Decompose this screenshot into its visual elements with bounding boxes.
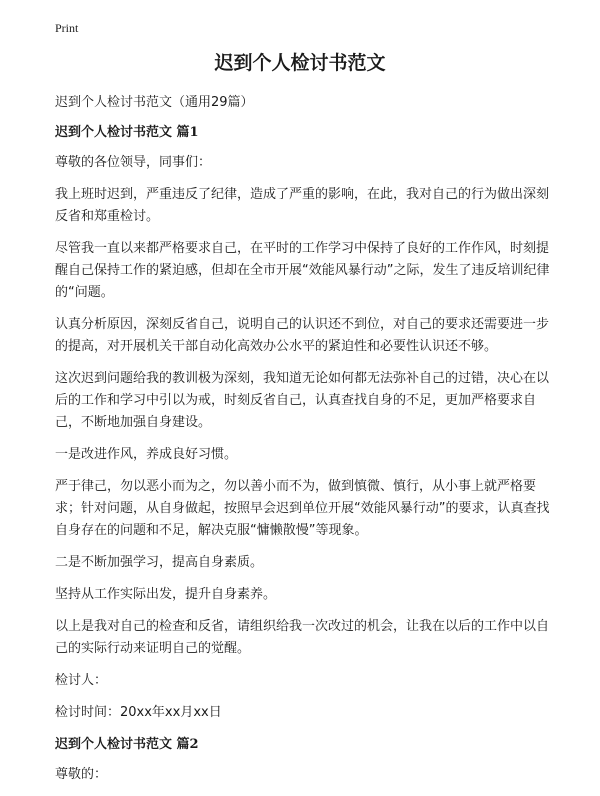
document-subtitle: 迟到个人检讨书范文（通用29篇） — [55, 95, 254, 110]
paragraph: 坚持从工作实际出发，提升自身素养。 — [55, 587, 277, 602]
paragraph: 二是不断加强学习，提高自身素质。 — [55, 555, 264, 570]
page-title: 迟到个人检讨书范文 — [214, 52, 386, 74]
paragraph: 我上班时迟到，严重违反了纪律，造成了严重的影响，在此，我对自己的行为做出深刻反省和郑重检讨。 — [55, 187, 550, 224]
print-link[interactable]: Print — [55, 21, 79, 35]
paragraph: 尽管我一直以来都严格要求自己，在平时的工作学习中保持了良好的工作作风，时刻提醒自己保持工作的紧迫感，但却在全市开展“效能风暴行动”之际，发生了违反培训纪律的“问题。 — [55, 241, 550, 300]
salutation: 尊敬的各位领导，同事们： — [55, 155, 212, 170]
salutation: 尊敬的： — [55, 767, 108, 782]
paragraph: 一是改进作风，养成良好习惯。 — [55, 447, 238, 462]
paragraph: 这次迟到问题给我的教训极为深刻，我知道无论如何都无法弥补自己的过错，决心在以后的工作和学习中引以为戒，时刻反省自己，认真查找自身的不足，更加严格要求自己，不断地加强自身建设。 — [55, 371, 550, 430]
signature-label: 检讨人： — [55, 673, 108, 688]
section-heading-2: 迟到个人检讨书范文 篇2 — [55, 737, 199, 752]
date-line: 检讨时间：20xx年xx月xx日 — [55, 705, 222, 720]
paragraph: 认真分析原因，深刻反省自己，说明自己的认识还不到位，对自己的要求还需要进一步的提高，对开展机关干部自动化高效办公水平的紧迫性和必要性认识还不够。 — [55, 317, 550, 354]
paragraph: 以上是我对自己的检查和反省，请组织给我一次改过的机会，让我在以后的工作中以自己的实际行动来证明自己的觉醒。 — [55, 619, 550, 656]
document-body — [55, 92, 555, 796]
paragraph: 严于律己，勿以恶小而为之，勿以善小而不为，做到慎微、慎行，从小事上就严格要求；针对问题，从自身做起，按照早会迟到单位开展“效能风暴行动”的要求，认真查找自身存在的问题和不足，解决克服“慵懒散慢”等现象。 — [55, 479, 550, 538]
section-heading-1: 迟到个人检讨书范文 篇1 — [55, 125, 199, 140]
